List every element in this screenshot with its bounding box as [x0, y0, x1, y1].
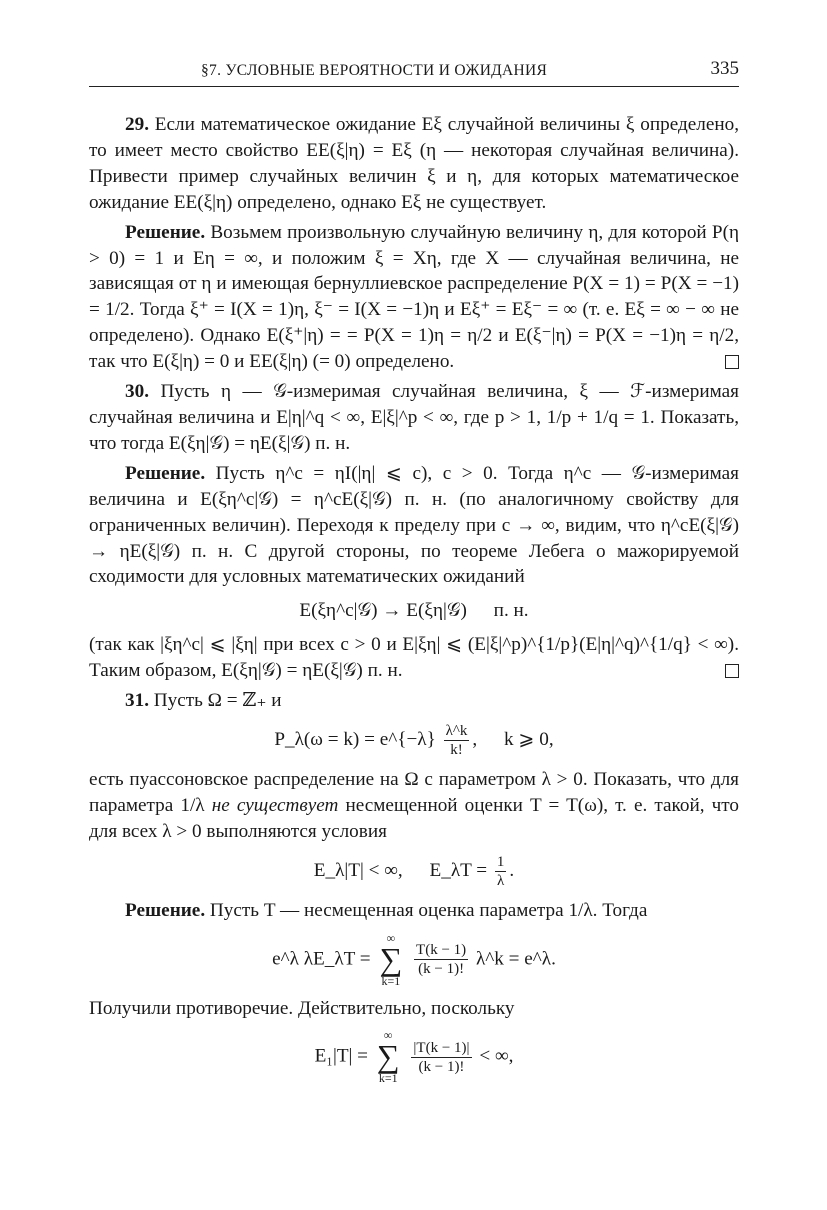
solution-31-text: Пусть T — несмещенная оценка параметра 1/λ. Тогда [209, 899, 648, 921]
abs-series-fraction [411, 1039, 471, 1076]
poisson-frac-den: k! [450, 741, 463, 758]
solution-30 [89, 461, 739, 591]
solution-30-after: (так как |ξη^c| ⩽ |ξη| при всех c > 0 и E|ξη| ⩽ (E|ξ|^p)^{1/p}(E|η|^q)^{1/q} < ∞). Таким образом, E(ξη|𝒢) = ηE(ξ|𝒢) п. н. [89, 634, 739, 682]
equation-30-tag: п. н. [493, 600, 529, 622]
sigma-icon: ∑ [376, 1038, 400, 1075]
poisson-lhs: P_λ(ω = k) = e^{−λ} [274, 728, 436, 750]
qed-icon [725, 355, 739, 369]
solution-30-text: Пусть η^c = ηI(|η| ⩽ c), c > 0. Тогда η^c — 𝒢-измеримая величина и E(ξη^c|𝒢) = η^cE(ξ|𝒢) п. н. (по аналогичному свойству для ограниченных величин). Переходя к пределу при c → ∞, видим, что η^cE(ξ|𝒢) → ηE(ξ|𝒢) п. н. С другой стороны, по теореме Лебега о мажорируемой сходимости для условных математических ожиданий [89, 462, 739, 588]
problem-31-text-a: Пусть Ω = ℤ₊ и [153, 690, 282, 712]
poisson-condition: k ⩾ 0, [504, 728, 554, 750]
abs-series-rhs: < ∞, [479, 1045, 514, 1067]
problem-29-number: 29. [125, 114, 149, 135]
problem-30-number: 30. [125, 381, 149, 403]
sum-bottom-2: k=1 [378, 1071, 398, 1086]
abs-series-lhs: E₁|T| = [314, 1045, 368, 1067]
equation-30: E(ξη^c|𝒢) → E(ξη|𝒢) [299, 600, 467, 622]
unbiased-cond-b: E_λT = [429, 859, 488, 881]
series-rhs: λ^k = e^λ. [475, 947, 556, 969]
problem-31-number: 31. [125, 690, 149, 712]
poisson-frac-num: λ^k [445, 722, 468, 739]
unbiased-cond-a: E_λ|T| < ∞, [313, 859, 403, 881]
series-lhs: e^λ λE_λT = [272, 947, 371, 969]
series-frac-den: (k − 1)! [418, 961, 465, 978]
solution-30-continued [89, 632, 739, 684]
running-title: §7. УСЛОВНЫЕ ВЕРОЯТНОСТИ И ОЖИДАНИЯ [201, 62, 548, 79]
solution-29-label: Решение. [125, 221, 206, 243]
problem-29 [89, 112, 739, 216]
problem-31 [89, 688, 739, 714]
problem-29-text: Если математическое ожидание Eξ случайной величины ξ определено, то имеет место свойство EE(ξ|η) = Eξ (η — некоторая случайная величина). Привести пример случайных величин ξ и η, для которых математическое ожидание EE(ξ|η) определено, однако Eξ не существует. [89, 114, 740, 213]
unbiased-fraction [495, 853, 507, 890]
running-header [89, 58, 739, 87]
problem-30 [89, 379, 739, 457]
solution-31-text2: Получили противоречие. Действительно, поскольку [89, 997, 515, 1019]
sum-sign-2 [377, 1029, 400, 1085]
problem-31-emphasis: не существует [211, 794, 339, 816]
problem-31-continued [89, 767, 739, 845]
abs-series-frac-num: |T(k − 1)| [413, 1039, 470, 1056]
display-equation-30 [89, 598, 739, 624]
page-body [89, 112, 739, 1093]
solution-31-label: Решение. [125, 899, 206, 921]
unbiased-frac-num: 1 [496, 853, 505, 870]
solution-30-label: Решение. [125, 462, 206, 484]
solution-31-continued [89, 996, 739, 1022]
display-equation-31a: P_λ(ω = k) = e^{−λ} $\frac{\lambda\^{}k}{k!}$ , k ⩾ 0, [274, 722, 554, 758]
display-equation-31b: E_λ|T| < ∞, E_λT = $\frac{1}{\lambda}$ . [313, 853, 515, 889]
series-frac-num: T(k − 1) [416, 942, 467, 959]
display-equation-31c [89, 932, 739, 988]
solution-31 [89, 898, 739, 924]
problem-31-text-b2: несмещенной оценки T = T(ω), т. е. такой, что для всех λ > 0 выполняются условия [89, 794, 739, 842]
poisson-fraction [444, 722, 470, 759]
sum-sign [379, 932, 402, 988]
unbiased-frac-den: λ [497, 872, 505, 889]
sum-bottom: k=1 [381, 973, 401, 988]
problem-30-text: Пусть η — 𝒢-измеримая случайная величина, ξ — ℱ-измеримая случайная величина и E|η|^q < ∞, E|ξ|^p < ∞, где p > 1, 1/p + 1/q = 1. Показать, что тогда E(ξη|𝒢) = ηE(ξ|𝒢) п. н. [89, 381, 740, 454]
solution-29-text: Возьмем произвольную случайную величину η, для которой P(η > 0) = 1 и Eη = ∞, и положим ξ = Xη, где X — случайная величина, не зависящая от η и имеющая бернуллиевское распределение P(X = 1) = P(X = −1) = 1/2. Тогда ξ⁺ = I(X = 1)η, ξ⁻ = I(X = −1)η и Eξ⁺ = Eξ⁻ = ∞ (т. е. Eξ = ∞ − ∞ не определено). Однако E(ξ⁺|η) = = P(X = 1)η = η/2 и E(ξ⁻|η) = P(X = −1)η = η/2, так что E(ξ|η) = 0 и EE(ξ|η) (= 0) определено. [89, 221, 740, 373]
sigma-icon: ∑ [379, 940, 403, 977]
abs-series-frac-den: (k − 1)! [418, 1058, 465, 1075]
sum-top: ∞ [386, 930, 396, 945]
display-equation-31d [89, 1029, 739, 1085]
sum-top-2: ∞ [383, 1028, 393, 1043]
qed-icon [725, 664, 739, 678]
problem-31-text-b1: есть пуассоновское распределение на Ω с параметром λ > 0. Показать, что для параметра 1/λ [89, 768, 739, 816]
series-fraction [414, 941, 468, 978]
solution-29 [89, 220, 739, 375]
page-number: 335 [710, 58, 739, 79]
